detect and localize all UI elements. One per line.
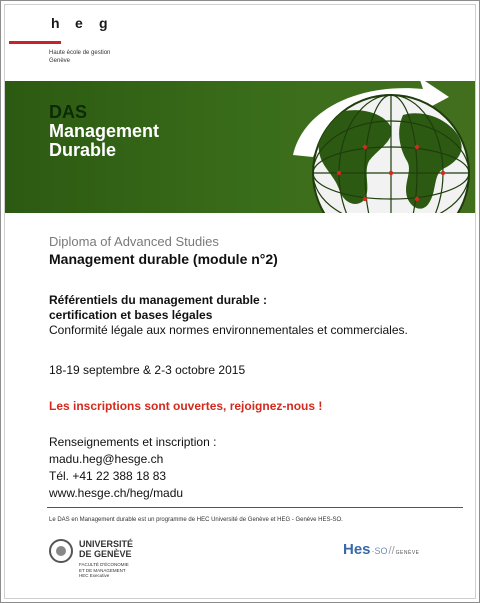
hes-logo-geneve: GENÈVE	[395, 550, 420, 556]
banner-title-line2: Management	[49, 121, 160, 141]
contact-heading: Renseignements et inscription :	[49, 435, 217, 449]
module-title: Management durable (module n°2)	[49, 251, 278, 267]
globe-with-arrow-icon	[273, 81, 475, 213]
hes-logo-main: Hes	[343, 541, 371, 558]
diploma-title: Diploma of Advanced Studies	[49, 234, 219, 249]
heg-logo	[51, 15, 123, 31]
unige-faculty-line2: ET DE MANAGEMENT	[79, 567, 126, 573]
banner-title-line3: Durable	[49, 140, 117, 160]
hes-so-logo	[343, 541, 420, 559]
contact-website-link[interactable]: www.hesge.ch/heg/madu	[49, 486, 184, 500]
unige-faculty-line1: FACULTÉ D'ÉCONOMIE	[79, 562, 129, 567]
unige-faculty	[79, 562, 129, 579]
hes-logo-so: ·SO	[371, 546, 388, 556]
unige-name	[79, 539, 133, 559]
course-dates: 18-19 septembre & 2-3 octobre 2015	[49, 363, 246, 377]
registration-call-to-action: Les inscriptions sont ouvertes, rejoignez-nous !	[49, 399, 323, 413]
footer-divider	[47, 507, 463, 508]
banner-title	[49, 103, 159, 160]
heg-school-line1: Haute école de gestion	[49, 50, 111, 56]
contact-email-link[interactable]: madu.heg@hesge.ch	[49, 452, 164, 466]
unige-seal-icon	[49, 539, 73, 563]
das-banner	[5, 81, 475, 213]
hes-logo-slash: //	[388, 545, 395, 557]
unige-faculty-line3: HEC Executive	[79, 573, 110, 578]
contact-phone: Tél. +41 22 388 18 83	[49, 469, 167, 483]
unige-name-line1: UNIVERSITÉ	[79, 539, 134, 549]
heg-school-line2: Genève	[49, 58, 71, 64]
unige-name-line2: DE GENÈVE	[79, 549, 132, 559]
heg-red-rule	[9, 41, 61, 44]
unige-logo	[49, 537, 159, 583]
topic-description: Conformité légale aux normes environnementales et commerciales.	[49, 323, 408, 337]
heg-logo-letter-g: g	[99, 15, 108, 31]
topic-title-line2: certification et bases légales	[49, 308, 213, 322]
heg-logo-letter-h: h	[51, 15, 60, 31]
heg-school-name	[49, 49, 110, 65]
topic-title-line1: Référentiels du management durable :	[49, 293, 268, 307]
footer-note: Le DAS en Management durable est un programme de HEC Université de Genève et HEG - Genève HES-SO.	[49, 517, 343, 523]
heg-logo-letter-e: e	[75, 15, 83, 31]
banner-title-line1: DAS	[49, 102, 88, 122]
